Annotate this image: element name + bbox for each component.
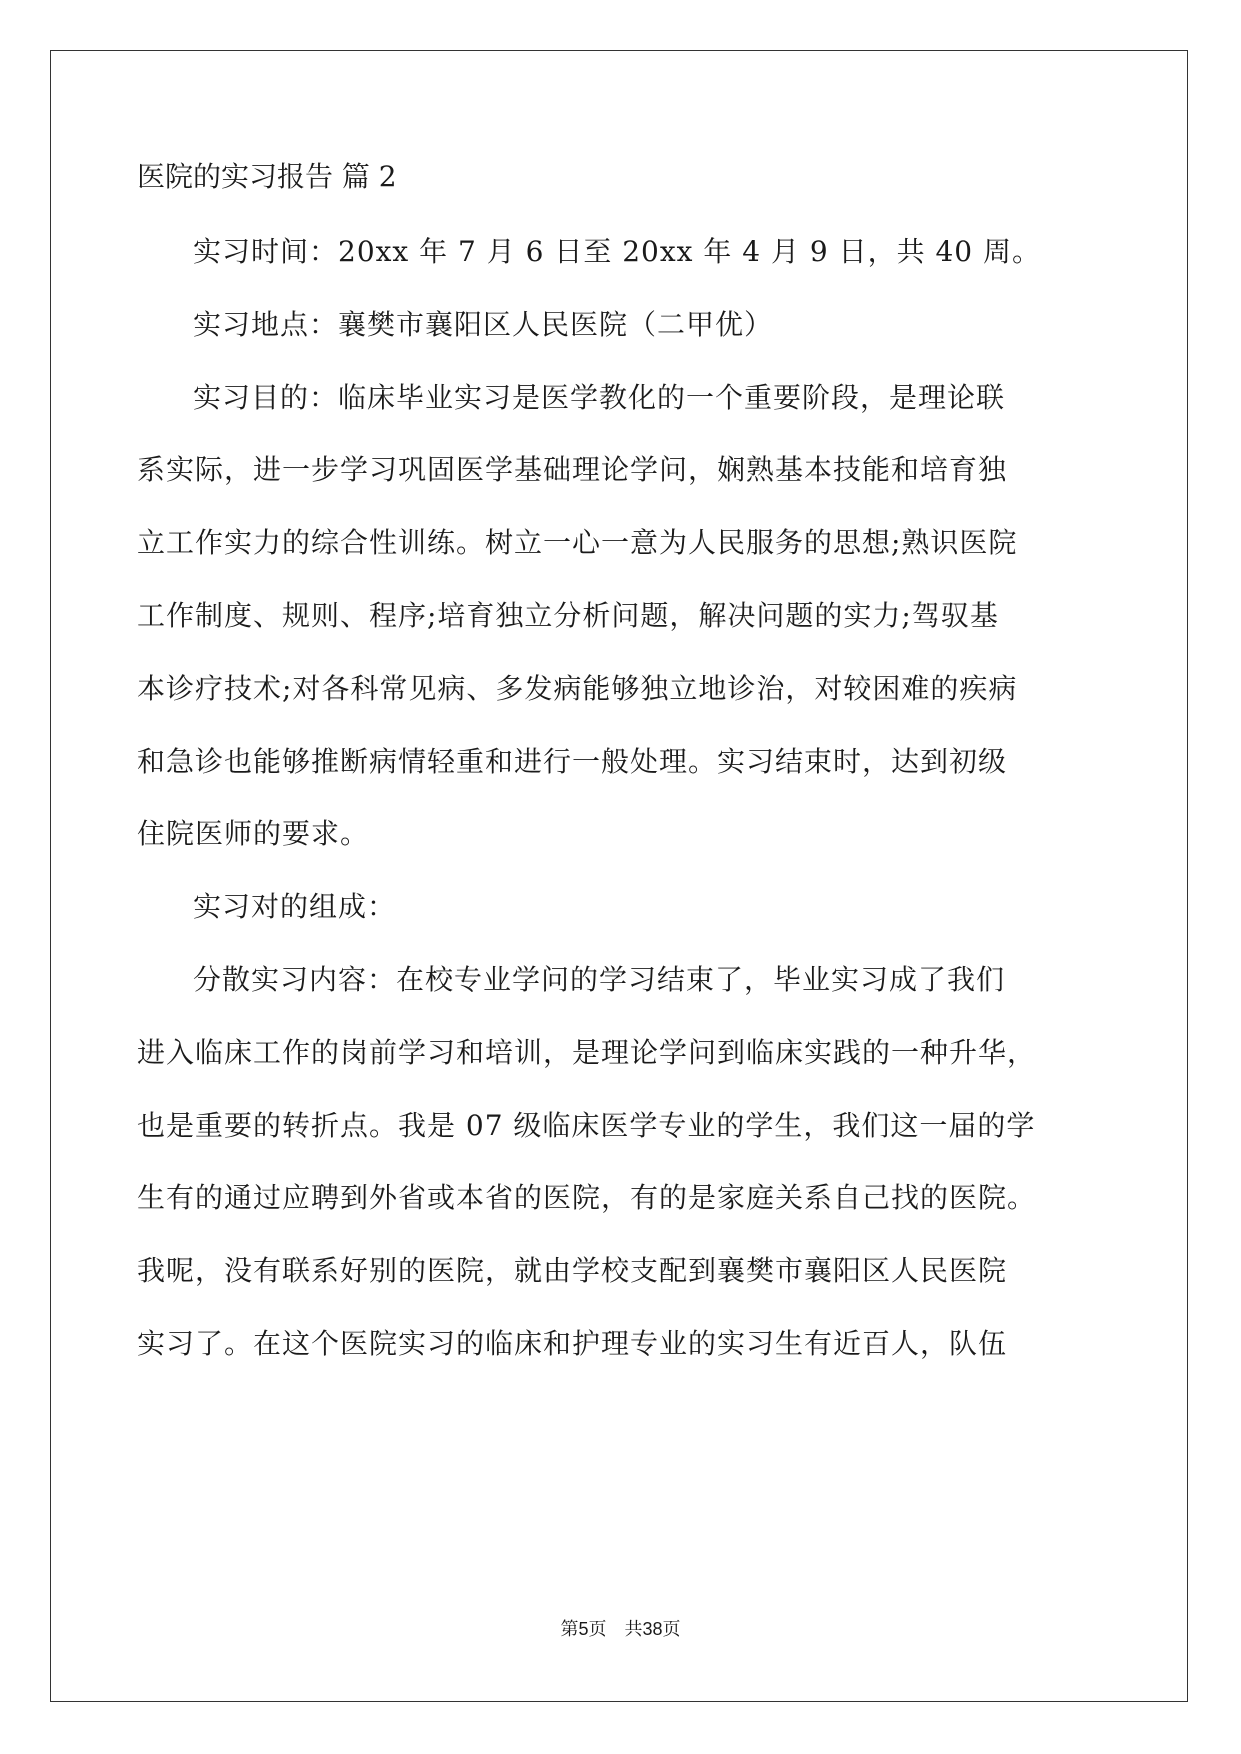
text-line: 实习时间：20xx 年 7 月 6 日至 20xx 年 4 月 9 日，共 40 周。 [193,235,1042,268]
section-heading: 医院的实习报告 篇 2 [137,160,397,193]
text-line: 实习了。在这个医院实习的临床和护理专业的实习生有近百人，队伍 [137,1327,1008,1360]
text-line: 生有的通过应聘到外省或本省的医院，有的是家庭关系自己找的医院。 [137,1181,1037,1215]
text-line: 系实际，进一步学习巩固医学基础理论学问，娴熟基本技能和培育独 [137,453,1008,487]
footer-total-pages: 38 [642,1619,663,1639]
text-line: 实习对的组成： [193,890,397,924]
text-line: 也是重要的转折点。我是 07 级临床医学专业的学生，我们这一届的学 [137,1108,1036,1142]
text-line: 进入临床工作的岗前学习和培训，是理论学问到临床实践的一种升华， [137,1035,1037,1069]
page-border [50,50,1188,1702]
text-line: 本诊疗技术;对各科常见病、多发病能够独立地诊治，对较困难的疾病 [137,671,1018,705]
footer-page-number: 5 [578,1619,589,1639]
text-line: 实习目的：临床毕业实习是医学教化的一个重要阶段，是理论联 [193,380,1006,414]
text-line: 分散实习内容：在校专业学问的学习结束了，毕业实习成了我们 [193,963,1006,996]
footer-total-suffix: 页 [662,1619,681,1640]
text-line: 住院医师的要求。 [137,817,370,851]
text-line: 工作制度、规则、程序;培育独立分析问题，解决问题的实力;驾驭基 [137,599,999,632]
text-line: 我呢，没有联系好别的医院，就由学校支配到襄樊市襄阳区人民医院 [137,1254,1008,1288]
footer-prefix: 第 [560,1619,579,1640]
page-footer [0,1617,1241,1642]
footer-total-prefix: 共 [624,1619,643,1640]
text-line: 立工作实力的综合性训练。树立一心一意为人民服务的思想;熟识医院 [137,526,1018,560]
text-line: 和急诊也能够推断病情轻重和进行一般处理。实习结束时，达到初级 [137,744,1008,778]
footer-page-suffix: 页 [588,1619,607,1640]
text-line: 实习地点：襄樊市襄阳区人民医院（二甲优） [193,307,774,341]
